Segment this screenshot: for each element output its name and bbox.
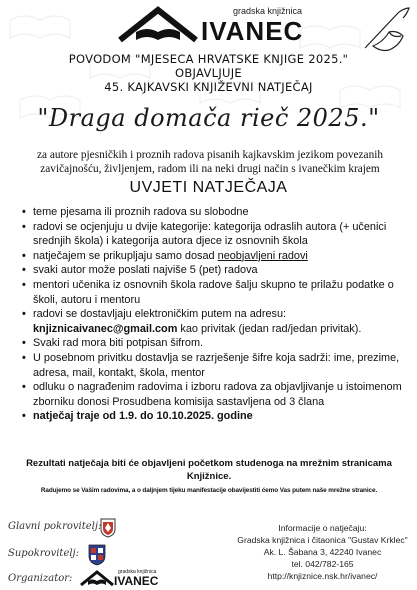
header-line-3: 45. KAJKAVSKI KNJIŽEVNI NATJEČAJ: [104, 80, 313, 94]
list-item: [22, 205, 402, 220]
rule-10-text: natječaj traje od 1.9. do 10.10.2025. godine: [33, 410, 253, 423]
list-item: [22, 307, 402, 336]
closing-note: Radujemo se Vašim radovima, a o daljnjem tijeku manifestacije obavijestiti ćemo Vas putem naše mrežne stranice.: [40, 487, 378, 494]
rules-list: [22, 205, 402, 424]
library-logo: [0, 4, 417, 48]
rule-1-text: teme pjesama ili proznih radova su slobodne: [33, 206, 249, 218]
organizer-logo-name: IVANEC: [114, 574, 159, 588]
contact-url[interactable]: http://knjiznice.nsk.hr/ivanec/: [267, 571, 378, 581]
header-line-2: OBJAVLJUJE: [174, 66, 242, 80]
list-item: [22, 220, 402, 249]
list-item: [22, 249, 402, 264]
rule-6-text: radovi se dostavljaju elektroničkim putem na adresu:: [33, 308, 287, 321]
section-title: UVJETI NATJEČAJA: [129, 179, 288, 196]
logo-name: IVANEC: [201, 16, 304, 46]
rule-2-text: radovi se ocjenjuju u dvije kategorije: kategorija odraslih autora (+ učenici srednjih škola) i kategorija autora djece iz osnovnih škola: [33, 220, 387, 248]
results-notice: Rezultati natječaja biti će objavljeni početkom studenoga na mrežnim stranicama Knjižnice.: [26, 458, 392, 482]
rule-3-underlined: neobjavljeni radovi: [217, 249, 308, 262]
co-sponsor-label: Supokrovitelj:: [8, 548, 80, 559]
rule-6-post: kao privitak (jedan rad/jedan privitak).: [177, 322, 362, 335]
contact-heading: Informacije o natječaju:: [278, 523, 367, 533]
co-sponsor-row: [8, 545, 178, 565]
list-item: [22, 351, 402, 380]
rule-9-text: odluku o nagrađenim radovima i izboru radova za objavljivanje u istoimenom zborniku donosi Prosudbena komisija sastavljena od 3 člana: [33, 381, 402, 408]
rule-5-text: mentori učenika iz osnovnih škola radove šalju skupno te prilažu podatke o školi, autoru i mentoru: [33, 278, 394, 306]
main-sponsor-crest-icon: [100, 518, 116, 538]
co-sponsor-crest-icon: [88, 544, 106, 566]
contest-title: "Draga domača rieč 2025.": [37, 104, 380, 132]
organizer-logo-icon: [80, 570, 114, 586]
library-logo-icon: [118, 6, 198, 44]
email-link[interactable]: knjiznicaivanec@gmail.com: [33, 322, 178, 335]
contact-phone: tel. 042/782-165: [291, 559, 354, 569]
rule-8-text: U posebnom privitku dostavlja se razrješenje šifre koja sadrži: ime, prezime, adresa, mail, kontakt, škola, mentor: [33, 351, 400, 379]
contact-address: Ak. L. Šabana 3, 42240 Ivanec: [263, 547, 382, 557]
header-line-1: POVODOM "MJESECA HRVATSKE KNJIGE 2025.": [68, 52, 349, 66]
list-item: [22, 263, 402, 278]
quill-hand-icon: [359, 6, 411, 52]
contact-institution: Gradska knjižnica i čitaonica "Gustav Krklec": [237, 535, 408, 545]
organizer-label: Organizator:: [8, 573, 73, 584]
organizer-logo-subtitle: gradska knjižnica: [118, 569, 157, 575]
list-item: [22, 278, 402, 307]
main-sponsor-row: [8, 518, 178, 538]
rule-7-text: Svaki rad mora biti potpisan šifrom.: [33, 337, 204, 350]
list-item: [22, 336, 402, 351]
rule-4-text: svaki autor može poslati najviše 5 (pet) radova: [33, 264, 258, 277]
contact-info: [230, 522, 415, 582]
organizer-row: [8, 570, 178, 590]
main-sponsor-label: Glavni pokrovitelj:: [8, 521, 102, 532]
header-announcement: [0, 52, 417, 94]
rule-3-text: natječajem se prikupljaju samo dosad: [33, 249, 218, 262]
logo-subtitle: gradska knjižnica: [233, 6, 303, 16]
list-item: [22, 409, 402, 424]
intro-text: za autore pjesničkih i proznih radova pisanih kajkavskim jezikom povezanih zavičajnošću, življenjem, radom ili na neki drugi način s ivanečkim krajem: [36, 149, 384, 175]
list-item: [22, 380, 402, 409]
